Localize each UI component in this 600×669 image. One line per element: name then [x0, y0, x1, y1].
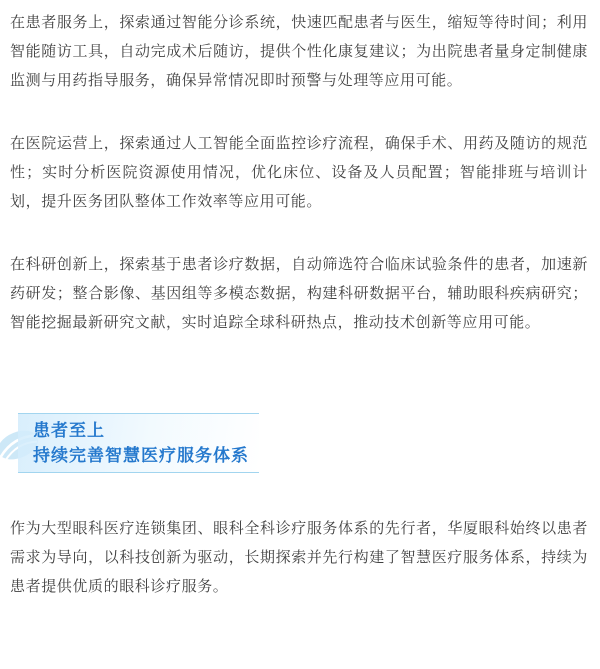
- section-heading-box: [18, 413, 259, 473]
- closing-paragraph: 作为大型眼科医疗连锁集团、眼科全科诊疗服务体系的先行者，华厦眼科始终以患者需求为导向，以科技创新为驱动，长期探索并先行构建了智慧医疗服务体系，持续为患者提供优质的眼科诊疗服务。: [10, 520, 588, 595]
- paragraph-research-innovation: 在科研创新上，探索基于患者诊疗数据，自动筛选符合临床试验条件的患者，加速新药研发；整合影像、基因组等多模态数据，构建科研数据平台，辅助眼科疾病研究；智能挖掘最新研究文献，实时追踪全球科研热点，推动技术创新等应用可能。: [10, 256, 588, 331]
- section-heading-line2: 持续完善智慧医疗服务体系: [33, 446, 249, 465]
- paragraph-hospital-operations: 在医院运营上，探索通过人工智能全面监控诊疗流程，确保手术、用药及随访的规范性；实时分析医院资源使用情况，优化床位、设备及人员配置；智能排班与培训计划，提升医务团队整体工作效率等应用可能。: [10, 135, 588, 210]
- section-heading-line1: 患者至上: [33, 421, 105, 440]
- paragraph-patient-service: 在患者服务上，探索通过智能分诊系统，快速匹配患者与医生，缩短等待时间；利用智能随访工具，自动完成术后随访，提供个性化康复建议；为出院患者量身定制健康监测与用药指导服务，确保异常情况即时预警与处理等应用可能。: [10, 14, 588, 89]
- section-heading-block: [18, 413, 259, 473]
